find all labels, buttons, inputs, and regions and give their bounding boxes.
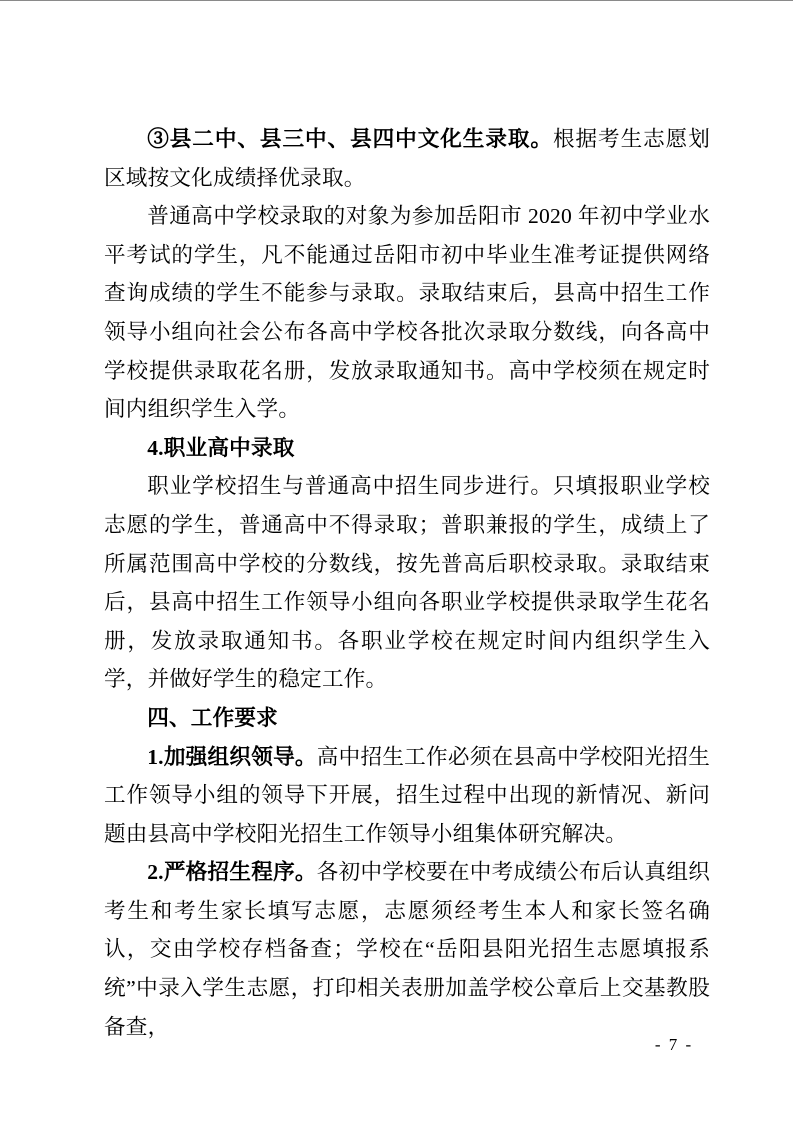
paragraph-lead-bold: ③县二中、县三中、县四中文化生录取。 (147, 127, 553, 151)
paragraph-text: 职业学校招生与普通高中招生同步进行。只填报职业学校志愿的学生，普通高中不得录取；普职兼报的学生，成绩上了所属范围高中学校的分数线，按先普高后职校录取。录取结束后，县高中招生工作领导小组向各职业学校提供录取学生花名册，发放录取通知书。各职业学校在规定时间内组织学生入学，并做好学生的稳定工作。 (104, 474, 710, 692)
paragraph-text: 根据考生志愿划区域按文化成绩择优录取。 (104, 127, 710, 190)
paragraph-regular-hs-admission (104, 197, 710, 429)
paragraph-strict-procedure (104, 853, 710, 1046)
paragraph-lead-bold: 2.严格招生程序。 (147, 860, 317, 885)
page-number: - 7 - (654, 1035, 694, 1054)
paragraph-item3-culture-admission (104, 120, 710, 197)
page-top-edge-divider (0, 0, 793, 1)
paragraph-text: 高中招生工作必须在县高中学校阳光招生工作领导小组的领导下开展，招生过程中出现的新情况、新问题由县高中学校阳光招生工作领导小组集体研究解决。 (104, 744, 710, 846)
document-body (104, 120, 710, 1046)
subheading-vocational-admission: 4.职业高中录取 (147, 435, 295, 460)
paragraph-vocational-detail (104, 467, 710, 699)
paragraph-text: 各初中学校要在中考成绩公布后认真组织考生和考生家长填写志愿，志愿须经考生本人和家长签名确认，交由学校存档备查；学校在“岳阳县阳光招生志愿填报系统”中录入学生志愿，打印相关表册加盖学校公章后上交基教股备查， (104, 860, 710, 1039)
paragraph-text: 普通高中学校录取的对象为参加岳阳市 2020 年初中学业水平考试的学生，凡不能通过岳阳市初中毕业生准考证提供网络查询成绩的学生不能参与录取。录取结束后，县高中招生工作领导小组向社会公布各高中学校各批次录取分数线，向各高中学校提供录取花名册，发放录取通知书。高中学校须在规定时间内组织学生入学。 (104, 204, 710, 422)
paragraph-lead-bold: 1.加强组织领导。 (147, 744, 317, 769)
paragraph-strengthen-leadership (104, 738, 710, 854)
heading-work-requirements: 四、工作要求 (147, 704, 278, 730)
